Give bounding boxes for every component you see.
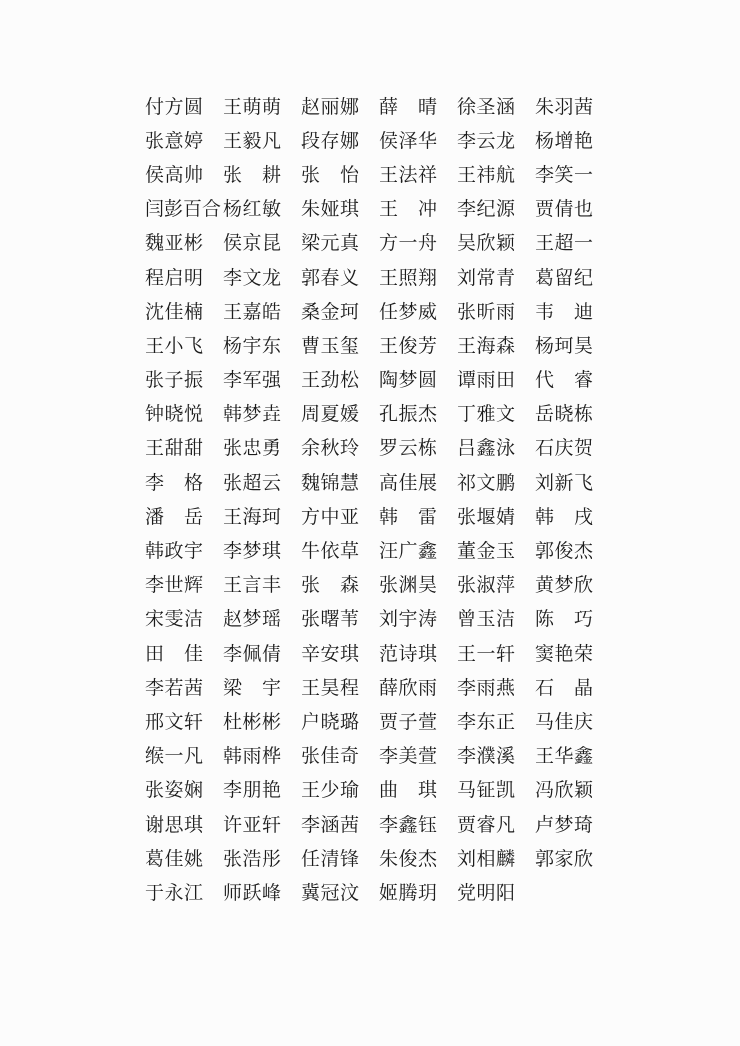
name-entry: 马钲凯 [457, 779, 516, 802]
name-entry: 姬腾玥 [379, 881, 438, 904]
name-row [145, 774, 625, 808]
name-entry: 刘常青 [457, 266, 516, 289]
name-entry: 梁元真 [301, 232, 360, 255]
name-entry: 张淑萍 [457, 574, 516, 597]
name-row [145, 158, 625, 192]
name-entry: 王照翔 [379, 266, 438, 289]
name-row [145, 842, 625, 876]
name-row [145, 432, 625, 466]
name-row [145, 534, 625, 568]
name-row [145, 603, 625, 637]
name-entry: 曾玉洁 [457, 608, 516, 631]
name-entry: 郭俊杰 [535, 540, 594, 563]
name-entry: 窦艳荣 [535, 642, 594, 665]
name-entry: 王少瑜 [301, 779, 360, 802]
name-entry: 王超一 [535, 232, 594, 255]
name-entry: 郭家欣 [535, 847, 594, 870]
name-entry: 任清锋 [301, 847, 360, 870]
name-entry: 石庆贺 [535, 437, 594, 460]
name-entry: 王法祥 [379, 163, 438, 186]
name-entry: 桑金珂 [301, 300, 360, 323]
name-entry: 韩雨桦 [223, 745, 282, 768]
name-entry: 李梦琪 [223, 540, 282, 563]
name-entry: 张意婷 [145, 129, 204, 152]
name-entry: 王海珂 [223, 505, 282, 528]
name-entry: 邢文轩 [145, 710, 204, 733]
name-entry: 师跃峰 [223, 881, 282, 904]
name-entry: 李东正 [457, 710, 516, 733]
name-entry: 贾倩也 [535, 198, 594, 221]
name-entry: 王毅凡 [223, 129, 282, 152]
name-entry: 罗云栋 [379, 437, 438, 460]
name-entry: 魏锦慧 [301, 471, 360, 494]
name-entry: 任梦威 [379, 300, 438, 323]
name-entry: 张佳奇 [301, 745, 360, 768]
name-entry: 杨增艳 [535, 129, 594, 152]
name-entry: 葛佳姚 [145, 847, 204, 870]
name-entry: 张浩彤 [223, 847, 282, 870]
name-entry: 陈 巧 [535, 608, 594, 631]
name-entry: 汪广鑫 [379, 540, 438, 563]
name-entry: 丁雅文 [457, 403, 516, 426]
name-entry: 沈佳楠 [145, 300, 204, 323]
name-row [145, 227, 625, 261]
name-entry: 付方圆 [145, 95, 204, 118]
name-entry: 董金玉 [457, 540, 516, 563]
name-entry: 缑一凡 [145, 745, 204, 768]
name-entry: 李云龙 [457, 129, 516, 152]
name-entry: 李涵茜 [301, 813, 360, 836]
name-entry: 潘 岳 [145, 505, 204, 528]
name-entry: 闫彭百合 [145, 198, 222, 221]
name-entry: 党明阳 [457, 881, 516, 904]
name-entry: 宋雯洁 [145, 608, 204, 631]
name-entry: 段存娜 [301, 129, 360, 152]
name-entry: 刘相麟 [457, 847, 516, 870]
name-entry: 周夏媛 [301, 403, 360, 426]
name-entry: 石 晶 [535, 676, 594, 699]
name-entry: 岳晓栋 [535, 403, 594, 426]
name-entry: 王俊芳 [379, 334, 438, 357]
name-entry: 杨珂昊 [535, 334, 594, 357]
name-entry: 方一舟 [379, 232, 438, 255]
name-entry: 侯泽华 [379, 129, 438, 152]
name-entry: 赵丽娜 [301, 95, 360, 118]
name-entry: 高佳展 [379, 471, 438, 494]
name-entry: 户晓璐 [301, 710, 360, 733]
name-row [145, 90, 625, 124]
name-entry: 李雨燕 [457, 676, 516, 699]
name-entry: 韩 雷 [379, 505, 438, 528]
name-entry: 冀冠汶 [301, 881, 360, 904]
name-row [145, 398, 625, 432]
name-row [145, 124, 625, 158]
name-entry: 王小飞 [145, 334, 204, 357]
name-row [145, 705, 625, 739]
name-row [145, 500, 625, 534]
name-entry: 王 冲 [379, 198, 438, 221]
name-entry: 朱俊杰 [379, 847, 438, 870]
name-entry: 张 怡 [301, 163, 360, 186]
name-entry: 韩 戌 [535, 505, 594, 528]
name-entry: 李美萱 [379, 745, 438, 768]
name-entry: 冯欣颖 [535, 779, 594, 802]
name-entry: 张曙苇 [301, 608, 360, 631]
name-entry: 余秋玲 [301, 437, 360, 460]
name-entry: 吕鑫泳 [457, 437, 516, 460]
name-entry: 李佩倩 [223, 642, 282, 665]
name-entry: 李纪源 [457, 198, 516, 221]
name-entry: 刘新飞 [535, 471, 594, 494]
name-entry: 方中亚 [301, 505, 360, 528]
name-entry: 侯京昆 [223, 232, 282, 255]
name-entry: 代 睿 [535, 369, 594, 392]
name-entry: 张堰婧 [457, 505, 516, 528]
name-entry: 徐圣涵 [457, 95, 516, 118]
name-entry: 王昊程 [301, 676, 360, 699]
name-entry: 李朋艳 [223, 779, 282, 802]
name-entry: 李濮溪 [457, 745, 516, 768]
name-entry: 张姿娴 [145, 779, 204, 802]
name-entry: 吴欣颖 [457, 232, 516, 255]
name-row [145, 193, 625, 227]
name-entry: 孔振杰 [379, 403, 438, 426]
name-row [145, 364, 625, 398]
name-entry: 李笑一 [535, 163, 594, 186]
name-entry: 李世辉 [145, 574, 204, 597]
name-entry: 王华鑫 [535, 745, 594, 768]
name-entry: 贾睿凡 [457, 813, 516, 836]
name-entry: 李文龙 [223, 266, 282, 289]
name-entry: 张渊昊 [379, 574, 438, 597]
name-entry: 谢思琪 [145, 813, 204, 836]
name-row [145, 808, 625, 842]
name-entry: 王言丰 [223, 574, 282, 597]
name-entry: 许亚轩 [223, 813, 282, 836]
name-entry: 贾子萱 [379, 710, 438, 733]
name-entry: 谭雨田 [457, 369, 516, 392]
name-row [145, 876, 625, 910]
name-entry: 曲 琪 [379, 779, 438, 802]
name-entry: 张子振 [145, 369, 204, 392]
name-entry: 王祎航 [457, 163, 516, 186]
name-entry: 王萌萌 [223, 95, 282, 118]
name-entry: 李鑫钰 [379, 813, 438, 836]
name-entry: 于永江 [145, 881, 204, 904]
name-entry: 马佳庆 [535, 710, 594, 733]
name-entry: 辛安琪 [301, 642, 360, 665]
name-entry: 卢梦琦 [535, 813, 594, 836]
name-entry: 张 耕 [223, 163, 282, 186]
name-row [145, 261, 625, 295]
name-entry: 钟晓悦 [145, 403, 204, 426]
name-entry: 李 格 [145, 471, 204, 494]
name-entry: 牛依草 [301, 540, 360, 563]
name-row [145, 295, 625, 329]
name-entry: 曹玉玺 [301, 334, 360, 357]
name-entry: 魏亚彬 [145, 232, 204, 255]
name-entry: 朱娅琪 [301, 198, 360, 221]
name-entry: 张忠勇 [223, 437, 282, 460]
name-entry: 祁文鹏 [457, 471, 516, 494]
name-entry: 王甜甜 [145, 437, 204, 460]
name-entry: 韩政宇 [145, 540, 204, 563]
name-entry: 李军强 [223, 369, 282, 392]
name-row [145, 671, 625, 705]
name-row [145, 637, 625, 671]
name-entry: 张超云 [223, 471, 282, 494]
name-entry: 杜彬彬 [223, 710, 282, 733]
name-entry: 程启明 [145, 266, 204, 289]
name-row [145, 329, 625, 363]
name-entry: 王劲松 [301, 369, 360, 392]
name-entry: 赵梦瑶 [223, 608, 282, 631]
name-row [145, 740, 625, 774]
name-entry: 田 佳 [145, 642, 204, 665]
name-entry: 张昕雨 [457, 300, 516, 323]
name-entry: 王一轩 [457, 642, 516, 665]
name-entry: 王嘉皓 [223, 300, 282, 323]
name-entry: 李若茜 [145, 676, 204, 699]
name-row [145, 466, 625, 500]
name-entry: 葛留纪 [535, 266, 594, 289]
name-row [145, 569, 625, 603]
name-entry: 陶梦圆 [379, 369, 438, 392]
name-entry: 韦 迪 [535, 300, 594, 323]
name-entry: 王海森 [457, 334, 516, 357]
name-entry: 梁 宇 [223, 676, 282, 699]
name-entry: 张 森 [301, 574, 360, 597]
name-entry: 朱羽茜 [535, 95, 594, 118]
name-entry: 侯高帅 [145, 163, 204, 186]
name-entry: 杨宇东 [223, 334, 282, 357]
name-entry: 郭春义 [301, 266, 360, 289]
name-entry: 韩梦垚 [223, 403, 282, 426]
name-entry: 薛欣雨 [379, 676, 438, 699]
name-list [145, 90, 625, 911]
name-entry: 薛 晴 [379, 95, 438, 118]
name-entry: 刘宇涛 [379, 608, 438, 631]
name-entry: 范诗琪 [379, 642, 438, 665]
name-entry: 杨红敏 [223, 198, 282, 221]
name-entry: 黄梦欣 [535, 574, 594, 597]
